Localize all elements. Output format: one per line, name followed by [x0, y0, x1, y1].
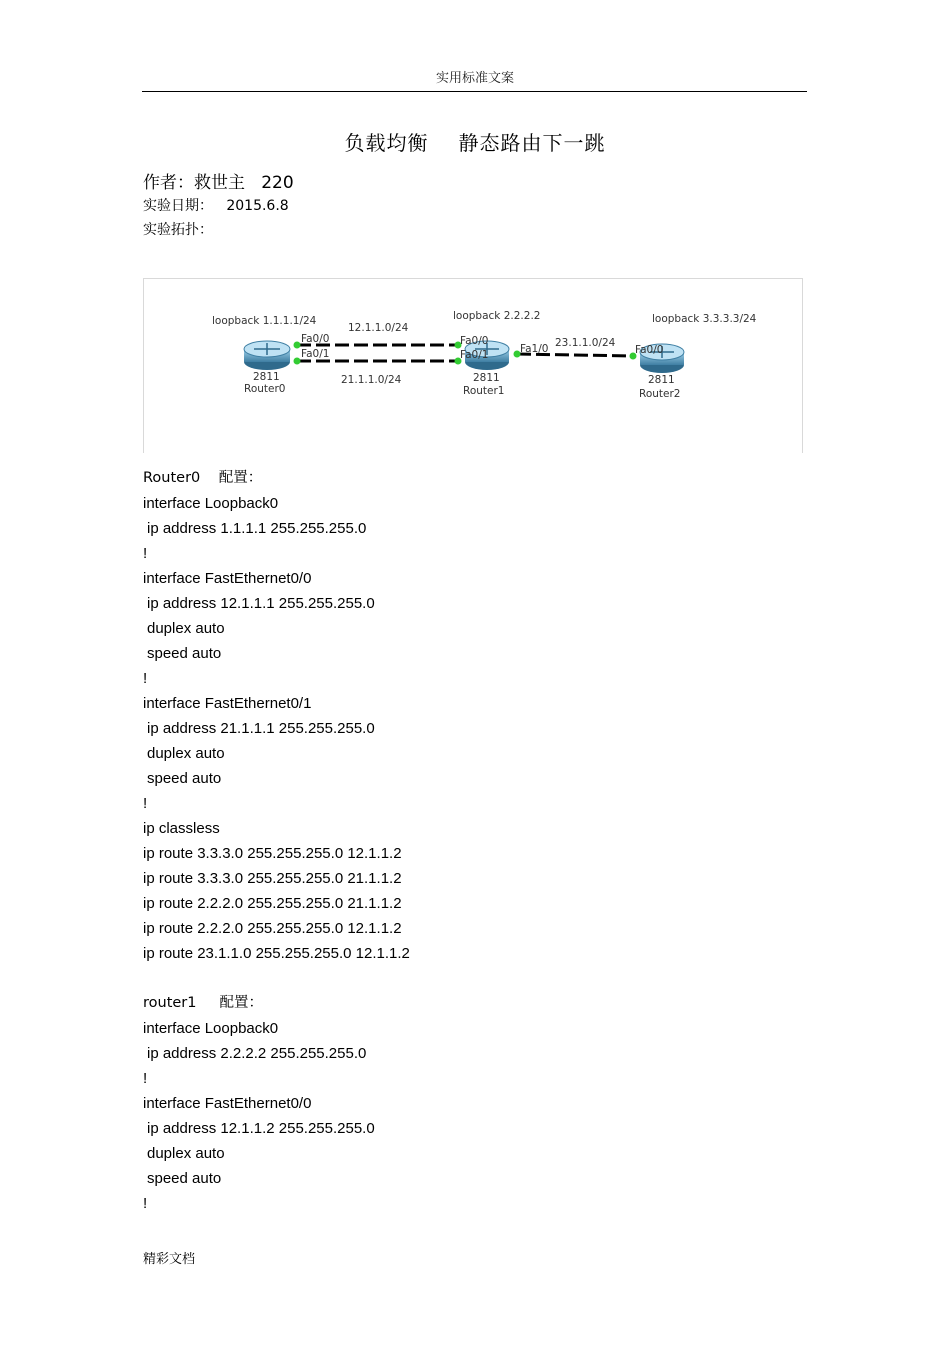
- config-line: ip route 23.1.1.0 255.255.255.0 12.1.1.2: [143, 945, 410, 962]
- router1-port-b: Fa0/1: [460, 349, 489, 361]
- config-line: speed auto: [147, 1170, 222, 1187]
- config-line: duplex auto: [147, 1145, 225, 1162]
- config-line: interface FastEthernet0/0: [143, 1095, 312, 1112]
- config-line: speed auto: [147, 645, 222, 662]
- router0-port-a: Fa0/0: [301, 333, 330, 345]
- router0-model: 2811: [253, 371, 280, 383]
- router1-model: 2811: [473, 372, 500, 384]
- config-line: ip route 2.2.2.0 255.255.255.0 12.1.1.2: [143, 920, 402, 937]
- net-bottom-label: 21.1.1.0/24: [341, 374, 402, 386]
- config-line: Router0 配置：: [143, 470, 263, 486]
- router1-loopback: loopback 2.2.2.2: [453, 310, 541, 322]
- config-line: interface Loopback0: [143, 495, 279, 512]
- topology-diagram: [144, 279, 804, 454]
- router2-model: 2811: [648, 374, 675, 386]
- config-line: !: [143, 545, 148, 562]
- config-line: ip address 12.1.1.1 255.255.255.0: [147, 595, 375, 612]
- config-line: ip classless: [143, 820, 220, 837]
- config-line: ip route 2.2.2.0 255.255.255.0 21.1.1.2: [143, 895, 402, 912]
- router1-name: Router1: [463, 385, 505, 397]
- port-dot-r0-fa00: [294, 342, 301, 349]
- config-line: interface FastEthernet0/0: [143, 570, 312, 587]
- header-rule: [142, 91, 807, 92]
- title-part-1: 负载均衡: [344, 131, 429, 155]
- config-line: ip route 3.3.3.0 255.255.255.0 12.1.1.2: [143, 845, 402, 862]
- net-top-label: 12.1.1.0/24: [348, 322, 409, 334]
- config-line: interface Loopback0: [143, 1020, 279, 1037]
- router0-loopback: loopback 1.1.1.1/24: [212, 315, 317, 327]
- title-part-2: 静态路由下一跳: [458, 131, 606, 155]
- page-header: 实用标准文案: [435, 71, 514, 86]
- config-line: ip address 21.1.1.1 255.255.255.0: [147, 720, 375, 737]
- router2-port-a: Fa0/0: [635, 344, 664, 356]
- config-line: ip address 1.1.1.1 255.255.255.0: [147, 520, 367, 537]
- router2-loopback: loopback 3.3.3.3/24: [652, 313, 757, 325]
- topology-label: 实验拓扑：: [143, 222, 213, 238]
- config-line: !: [143, 1070, 148, 1087]
- router2-name: Router2: [639, 388, 681, 400]
- document-title: [0, 127, 950, 156]
- net-right-label: 23.1.1.0/24: [555, 337, 616, 349]
- config-line: ip address 12.1.1.2 255.255.255.0: [147, 1120, 375, 1137]
- config-line: ip route 3.3.3.0 255.255.255.0 21.1.1.2: [143, 870, 402, 887]
- port-dot-r0-fa01: [294, 358, 301, 365]
- config-line: !: [143, 795, 148, 812]
- router1-port-a: Fa0/0: [460, 335, 489, 347]
- date-line: 实验日期： 2015.6.8: [143, 198, 289, 214]
- config-line: duplex auto: [147, 620, 225, 637]
- topology-figure: [143, 278, 803, 453]
- author-line: 作者：救世主 220: [143, 173, 294, 193]
- router0-icon: [244, 341, 290, 370]
- config-line: [143, 966, 803, 991]
- config-line: duplex auto: [147, 745, 225, 762]
- config-line: router1 配置：: [143, 995, 264, 1011]
- config-line: !: [143, 670, 148, 687]
- router0-name: Router0: [244, 383, 286, 395]
- router0-port-b: Fa0/1: [301, 348, 330, 360]
- router1-port-c: Fa1/0: [520, 343, 549, 355]
- config-line: !: [143, 1195, 148, 1212]
- config-line: ip address 2.2.2.2 255.255.255.0: [147, 1045, 367, 1062]
- page-footer: 精彩文档: [143, 1252, 196, 1267]
- config-listing: [143, 466, 803, 1216]
- config-line: interface FastEthernet0/1: [143, 695, 312, 712]
- config-line: speed auto: [147, 770, 222, 787]
